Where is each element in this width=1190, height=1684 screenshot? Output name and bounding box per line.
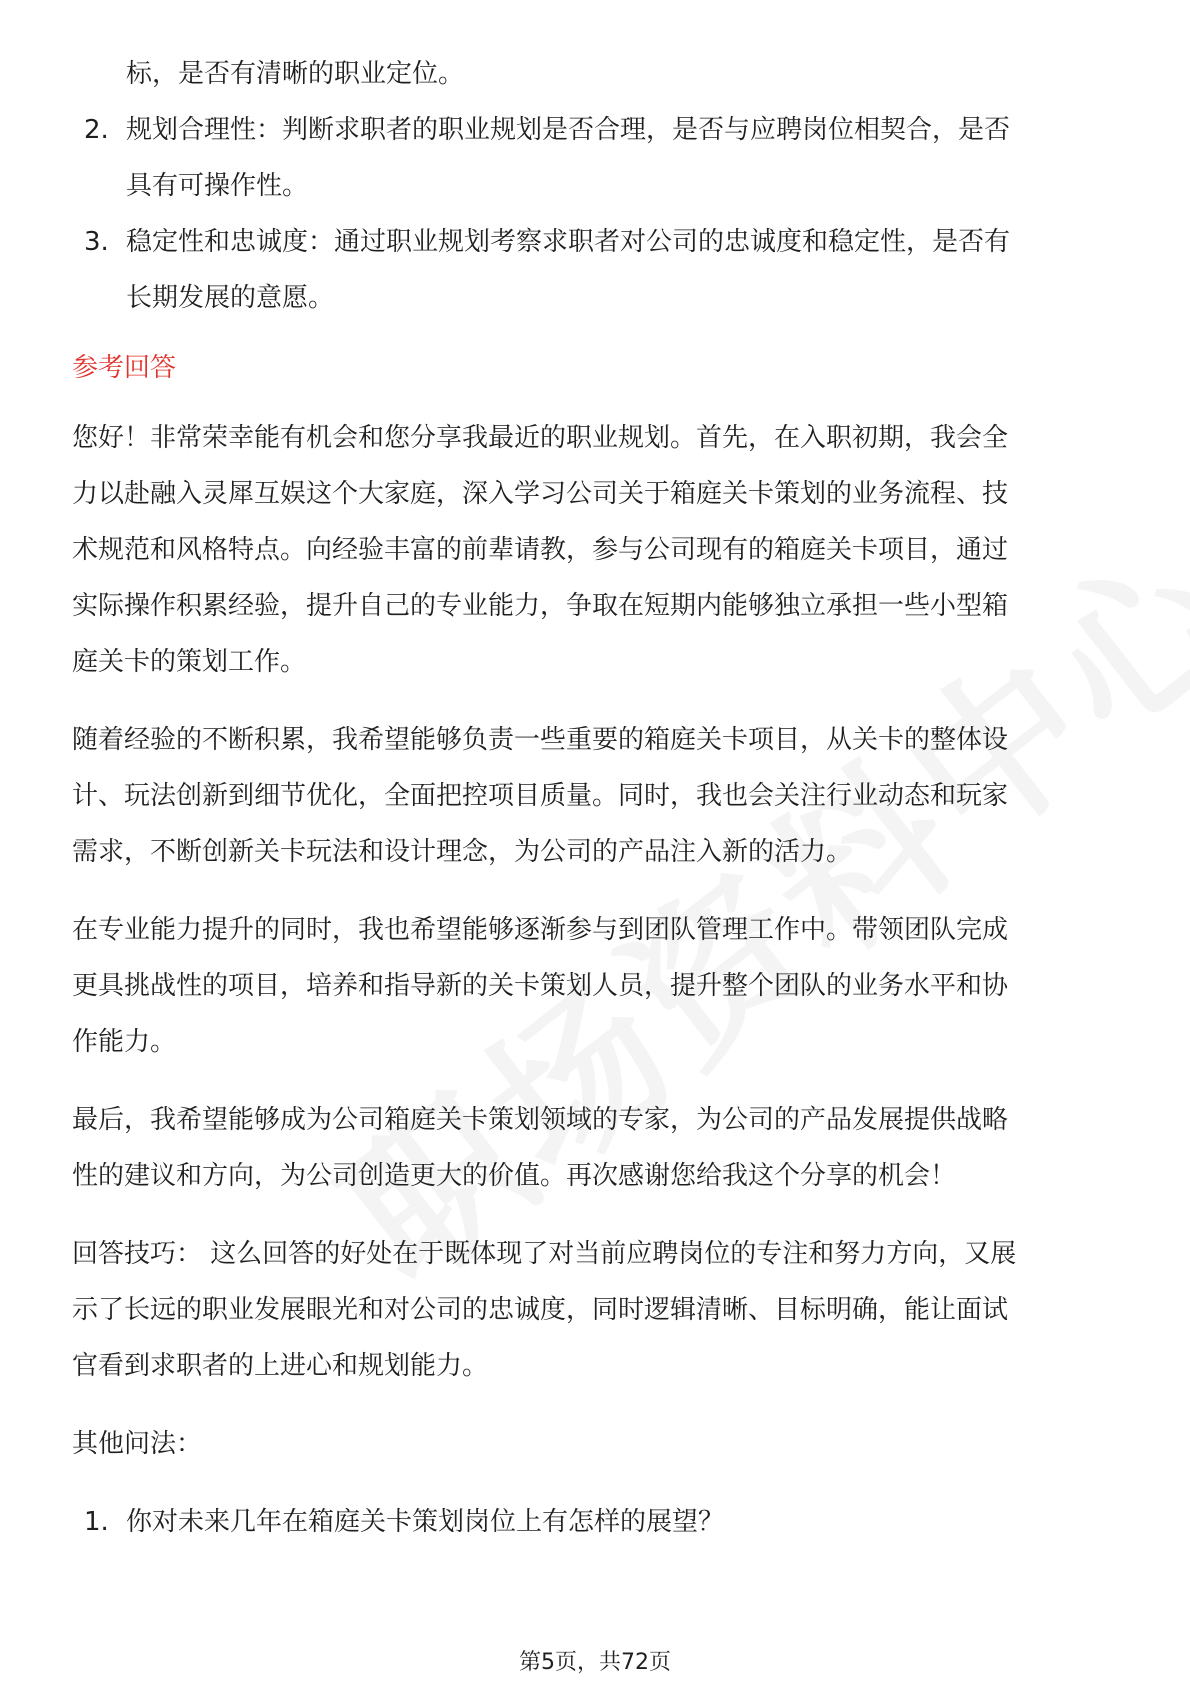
page-content xyxy=(72,46,1118,1550)
list-item-line: 具有可操作性。 xyxy=(126,171,309,201)
list-item-line: 长期发展的意愿。 xyxy=(126,283,335,313)
criteria-item-3 xyxy=(72,214,1118,326)
paragraph xyxy=(72,410,1118,690)
paragraph-line: 术规范和风格特点。向经验丰富的前辈请教，参与公司现有的箱庭关卡项目，通过 xyxy=(72,535,1009,565)
paragraph-line: 更具挑战性的项目，培养和指导新的关卡策划人员，提升整个团队的业务水平和协 xyxy=(72,971,1009,1001)
answer-tips xyxy=(72,1226,1118,1394)
criteria-item-2 xyxy=(72,102,1118,214)
paragraph-line: 随着经验的不断积累，我希望能够负责一些重要的箱庭关卡项目，从关卡的整体设 xyxy=(72,725,1009,755)
paragraph-line: 官看到求职者的上进心和规划能力。 xyxy=(72,1351,489,1381)
page-footer: 第5页，共72页 xyxy=(519,1650,671,1675)
paragraph-line: 作能力。 xyxy=(72,1027,177,1057)
paragraph-line: 回答技巧： 这么回答的好处在于既体现了对当前应聘岗位的专注和努力方向，又展 xyxy=(72,1239,1017,1269)
paragraph-line: 计、玩法创新到细节优化，全面把控项目质量。同时，我也会关注行业动态和玩家 xyxy=(72,781,1009,811)
list-item-line: 规划合理性：判断求职者的职业规划是否合理，是否与应聘岗位相契合，是否 xyxy=(126,115,1011,145)
section-title: 参考回答 xyxy=(72,353,177,383)
list-number: 1. xyxy=(84,1507,109,1537)
paragraph-line: 示了长远的职业发展眼光和对公司的忠诚度，同时逻辑清晰、目标明确，能让面试 xyxy=(72,1295,1009,1325)
list-item-line: 稳定性和忠诚度：通过职业规划考察求职者对公司的忠诚度和稳定性，是否有 xyxy=(126,227,1011,257)
paragraph xyxy=(72,712,1118,880)
paragraph-line: 力以赴融入灵犀互娱这个大家庭，深入学习公司关于箱庭关卡策划的业务流程、技 xyxy=(72,479,1009,509)
other-questions-label: 其他问法： xyxy=(72,1429,203,1459)
list-number: 2. xyxy=(84,115,109,145)
paragraph-line: 庭关卡的策划工作。 xyxy=(72,647,307,677)
paragraph-line: 实际操作积累经验，提升自己的专业能力，争取在短期内能够独立承担一些小型箱 xyxy=(72,591,1009,621)
paragraph xyxy=(72,1092,1118,1204)
paragraph-line: 在专业能力提升的同时，我也希望能够逐渐参与到团队管理工作中。带领团队完成 xyxy=(72,915,1009,945)
paragraph xyxy=(72,902,1118,1070)
list-item-line: 你对未来几年在箱庭关卡策划岗位上有怎样的展望？ xyxy=(126,1507,725,1537)
continuation-line: 标，是否有清晰的职业定位。 xyxy=(126,59,465,89)
paragraph-line: 性的建议和方向，为公司创造更大的价值。再次感谢您给我这个分享的机会！ xyxy=(72,1161,957,1191)
paragraph-line: 您好！非常荣幸能有机会和您分享我最近的职业规划。首先，在入职初期，我会全 xyxy=(72,423,1009,453)
paragraph-line: 需求，不断创新关卡玩法和设计理念，为公司的产品注入新的活力。 xyxy=(72,837,853,867)
other-question-item-1 xyxy=(72,1494,1118,1550)
list-number: 3. xyxy=(84,227,109,257)
paragraph-line: 最后，我希望能够成为公司箱庭关卡策划领域的专家，为公司的产品发展提供战略 xyxy=(72,1105,1009,1135)
